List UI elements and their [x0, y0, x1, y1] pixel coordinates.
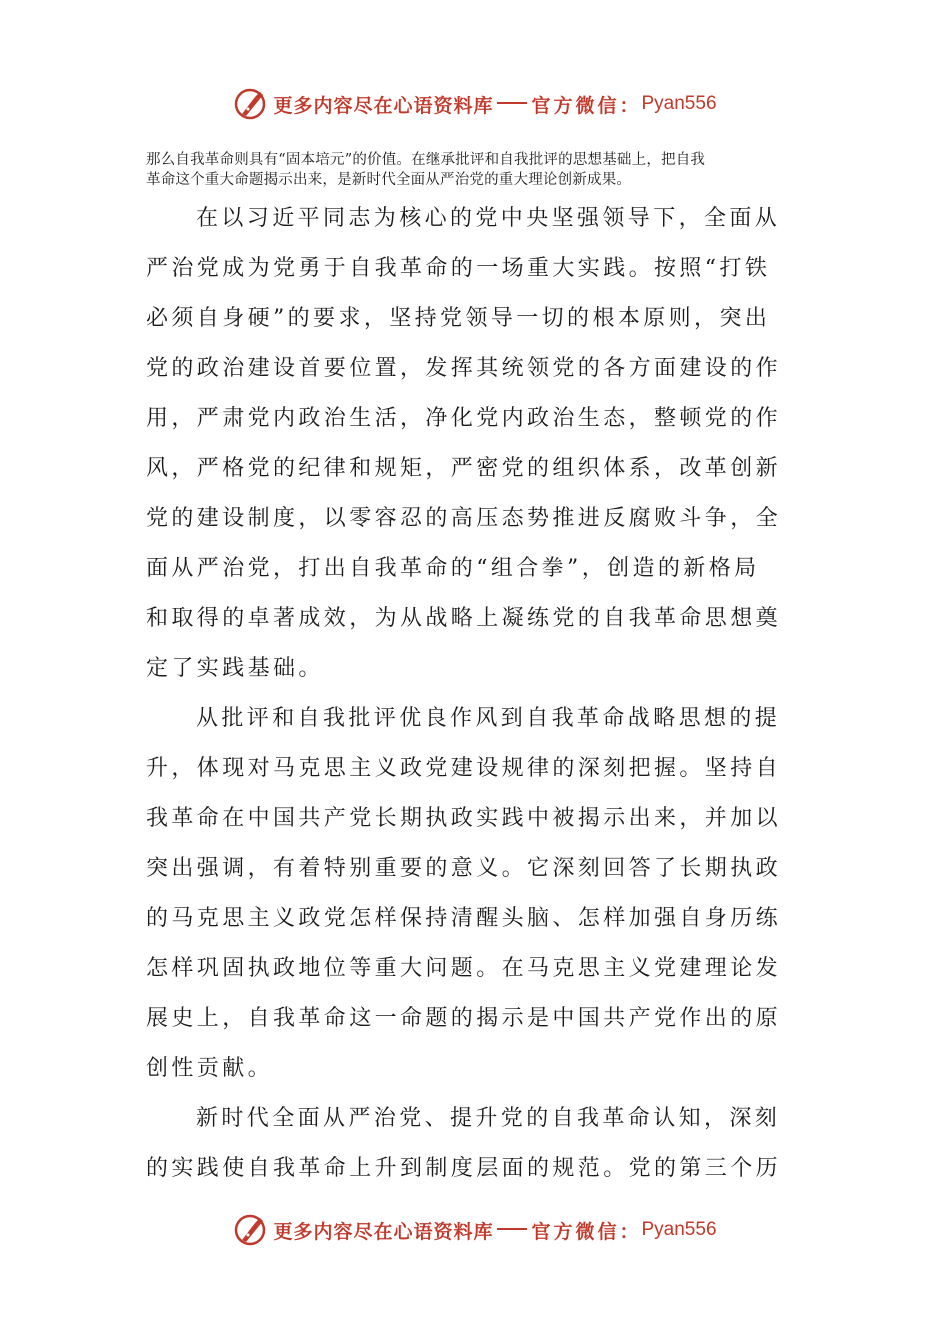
text-line: 党的政治建设首要位置，发挥其统领党的各方面建设的作 — [146, 356, 782, 381]
watermark-dash — [497, 1228, 527, 1230]
paragraph-3 — [146, 1094, 806, 1194]
watermark-brand-text: 更多内容尽在心语资料库 — [273, 1220, 494, 1243]
header-watermark-banner — [0, 84, 950, 124]
text-line: 新时代全面从严治党、提升党的自我革命认知，深刻 — [196, 1106, 781, 1131]
text-line: 和取得的卓著成效，为从战略上凝练党的自我革命思想奠 — [146, 606, 782, 631]
text-line: 创性贡献。 — [146, 1056, 274, 1081]
text-line: 的实践使自我革命上升到制度层面的规范。党的第三个历 — [146, 1156, 782, 1181]
watermark-wechat-id: Pyan556 — [641, 1219, 717, 1240]
text-line: 党的建设制度，以零容忍的高压态势推进反腐败斗争，全 — [146, 506, 782, 531]
text-line: 我革命在中国共产党长期执政实践中被揭示出来，并加以 — [146, 806, 782, 831]
text-line: 的马克思主义政党怎样保持清醒头脑、怎样加强自身历练 — [146, 906, 782, 931]
pen-nib-logo-icon — [233, 87, 267, 121]
paragraph-2 — [146, 694, 806, 1094]
watermark-dash — [497, 102, 527, 104]
footer-watermark-banner — [0, 1210, 950, 1250]
text-line: 定了实践基础。 — [146, 656, 324, 681]
text-line: 严治党成为党勇于自我革命的一场重大实践。按照“打铁 — [146, 256, 771, 281]
paragraph-1 — [146, 194, 806, 694]
text-line: 在以习近平同志为核心的党中央坚强领导下，全面从 — [196, 206, 781, 231]
text-line: 升，体现对马克思主义政党建设规律的深刻把握。坚持自 — [146, 756, 782, 781]
text-line: 革命这个重大命题揭示出来，是新时代全面从严治党的重大理论创新成果。 — [146, 172, 632, 188]
watermark-brand-text: 更多内容尽在心语资料库 — [273, 94, 494, 117]
text-line: 用，严肃党内政治生活，净化党内政治生态，整顿党的作 — [146, 406, 782, 431]
text-line: 风，严格党的纪律和规矩，严密党的组织体系，改革创新 — [146, 456, 782, 481]
pen-nib-logo-icon — [233, 1213, 267, 1247]
text-line: 从批评和自我批评优良作风到自我革命战略思想的提 — [196, 706, 781, 731]
text-line: 展史上，自我革命这一命题的揭示是中国共产党作出的原 — [146, 1006, 782, 1031]
text-line: 怎样巩固执政地位等重大问题。在马克思主义党建理论发 — [146, 956, 782, 981]
continuation-paragraph — [146, 150, 812, 190]
text-line: 必须自身硬”的要求，坚持党领导一切的根本原则，突出 — [146, 306, 771, 331]
text-line: 突出强调，有着特别重要的意义。它深刻回答了长期执政 — [146, 856, 782, 881]
watermark-wechat-label: 官方微信： — [531, 1220, 642, 1243]
watermark-wechat-label: 官方微信： — [531, 94, 642, 117]
watermark-wechat-id: Pyan556 — [641, 93, 717, 114]
text-line: 面从严治党，打出自我革命的“组合拳”，创造的新格局 — [146, 556, 760, 581]
text-line: 那么自我革命则具有“固本培元”的价值。在继承批评和自我批评的思想基础上，把自我 — [146, 152, 706, 168]
